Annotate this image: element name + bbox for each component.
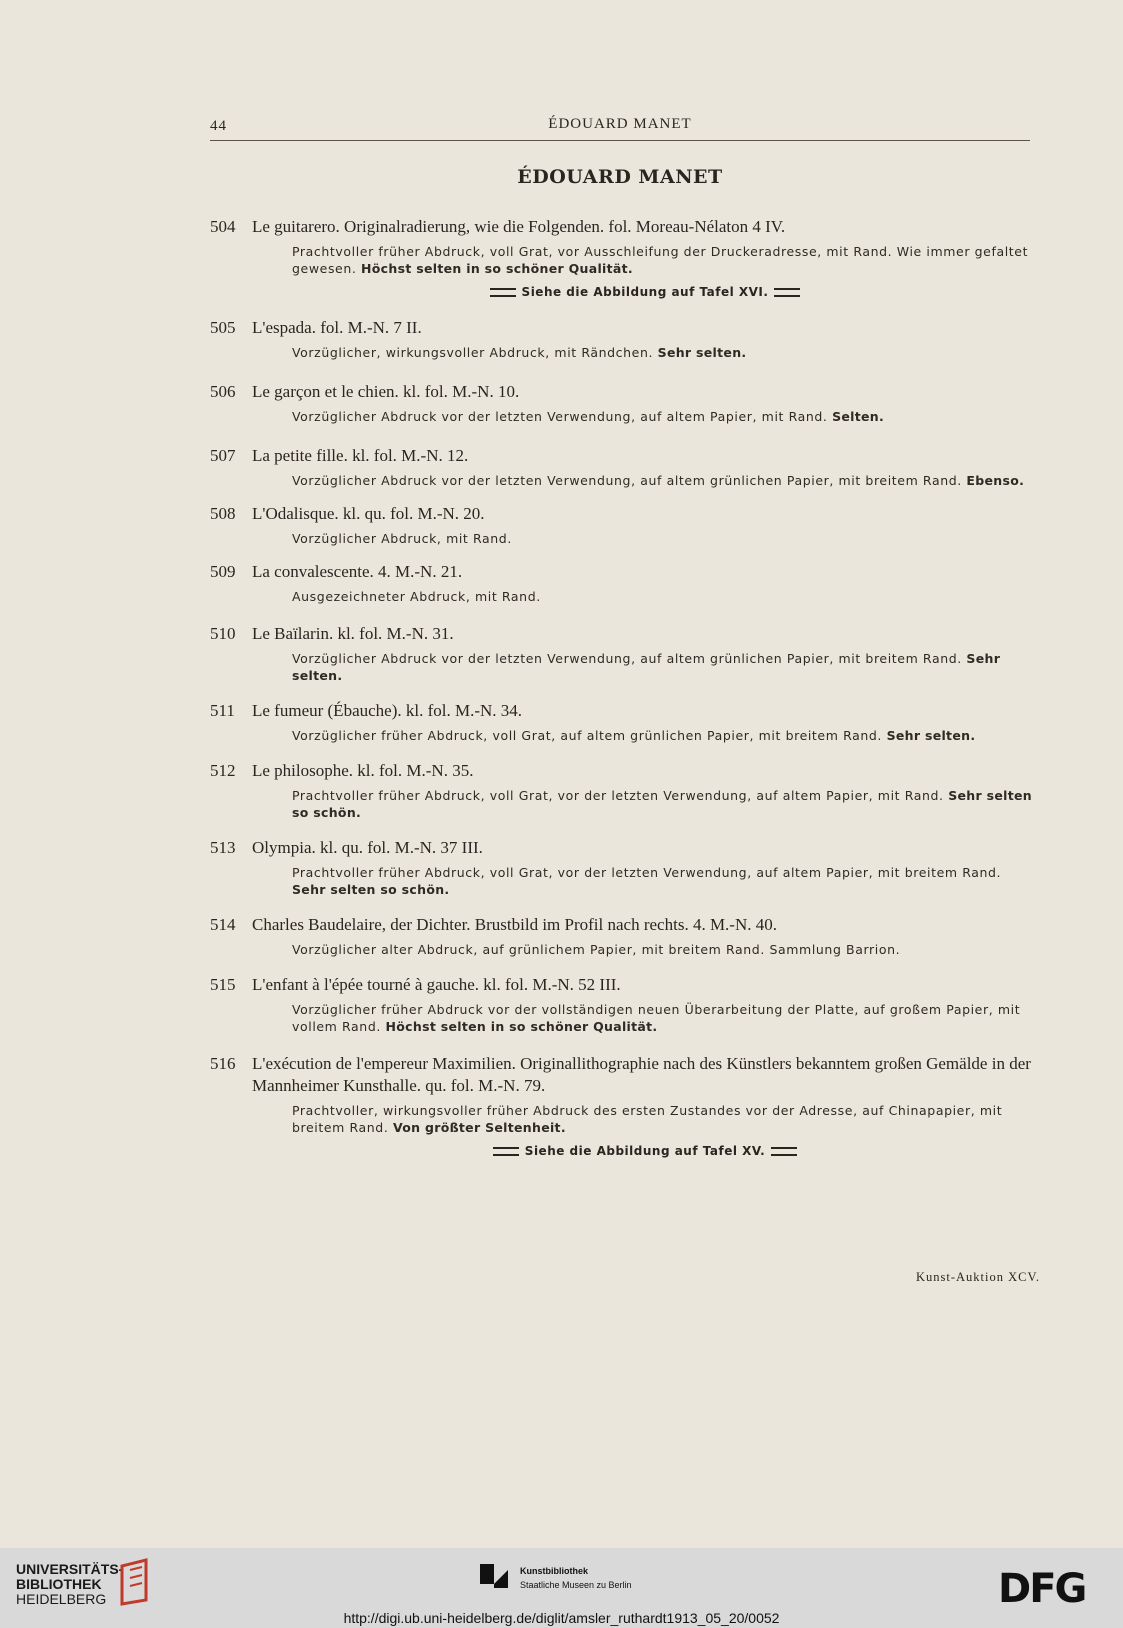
entry-heading [210,914,1040,936]
entry-description-text: Prachtvoller früher Abdruck, voll Grat, vor der letzten Verwendung, auf altem Papier, mit Rand. [292,788,944,803]
entry-title: L'enfant à l'épée tourné à gauche. kl. fol. M.-N. 52 III. [252,975,621,994]
entry-description [292,727,1037,744]
page-number: 44 [210,118,227,134]
entry-rarity-note: Sehr selten. [657,345,747,360]
entry-number: 516 [210,1054,236,1073]
permalink-url[interactable]: http://digi.ub.uni-heidelberg.de/diglit/amsler_ruthardt1913_05_20/0052 [343,1610,780,1626]
entry-description [292,941,1037,958]
entry-description-text: Vorzüglicher früher Abdruck vor der vollständigen neuen Überarbeitung der Platte, auf großem Papier, mit vollem Rand. [292,1002,1021,1034]
entry-description [292,472,1037,489]
entry-number: 505 [210,318,236,337]
entry-number: 509 [210,562,236,581]
ub-logo-line2: BIBLIOTHEK [16,1576,102,1592]
entry-heading [210,561,1040,583]
entry-description-text: Vorzüglicher, wirkungsvoller Abdruck, mit Rändchen. [292,345,654,360]
catalog-entry [210,914,1040,958]
kb-line1: Kunstbibliothek [520,1566,588,1576]
entry-description-text: Vorzüglicher Abdruck vor der letzten Verwendung, auf altem Papier, mit Rand. [292,409,828,424]
entry-description [292,408,1037,425]
entry-description [292,588,1037,605]
entry-number: 508 [210,504,236,523]
entry-heading [210,974,1040,996]
dfg-logo[interactable]: DFG [998,1566,1086,1612]
plate-reference-text: Siehe die Abbildung auf Tafel XVI. [521,285,769,299]
catalog-entry [210,561,1040,605]
entry-heading [210,216,1040,238]
ub-heidelberg-logo[interactable] [16,1562,123,1607]
entry-description [292,1001,1037,1035]
double-rule-icon [493,1147,519,1156]
entry-rarity-note: Von größter Seltenheit. [392,1120,566,1135]
entry-heading [210,503,1040,525]
entry-description [292,650,1037,684]
entry-description-text: Vorzüglicher früher Abdruck, voll Grat, auf altem grünlichen Papier, mit breitem Rand. [292,728,882,743]
kunstbibliothek-emblem-icon [478,1560,514,1592]
entry-number: 513 [210,838,236,857]
kunstbibliothek-logo[interactable] [478,1560,632,1597]
entry-title: Olympia. kl. qu. fol. M.-N. 37 III. [252,838,483,857]
catalog-entry [210,445,1040,489]
catalog-mark: Kunst-Auktion XCV. [915,1270,1040,1284]
entry-description-text: Prachtvoller früher Abdruck, voll Grat, vor Ausschleifung der Druckeradresse, mit Rand. Wie immer gefaltet gewesen. [292,244,1029,276]
entry-number: 504 [210,217,236,236]
entry-rarity-note: Sehr selten. [886,728,976,743]
entry-title: Le garçon et le chien. kl. fol. M.-N. 10. [252,382,520,401]
entry-number: 510 [210,624,236,643]
plate-reference-text: Siehe die Abbildung auf Tafel XV. [524,1144,766,1158]
section-title: ÉDOUARD MANET [517,166,723,188]
entry-number: 515 [210,975,236,994]
catalog-entry [210,216,1040,299]
catalog-entry [210,760,1040,821]
plate-reference [250,1144,1040,1158]
entry-description [292,344,1037,361]
double-rule-icon [774,288,800,297]
entry-number: 511 [210,701,235,720]
entries-list [210,200,1040,1158]
ub-logo-line1: UNIVERSITÄTS- [16,1561,124,1577]
entry-rarity-note: Sehr selten. [292,651,1001,683]
entry-number: 506 [210,382,236,401]
entry-number: 507 [210,446,236,465]
entry-title: Le guitarero. Originalradierung, wie die Folgenden. fol. Moreau-Nélaton 4 IV. [252,217,786,236]
kb-line2: Staatliche Museen zu Berlin [520,1580,632,1590]
entry-heading [210,623,1040,645]
catalog-entry [210,837,1040,898]
entry-rarity-note: Höchst selten in so schöner Qualität. [385,1019,658,1034]
entry-heading [210,1053,1040,1097]
entry-rarity-note: Selten. [832,409,885,424]
entry-title: L'Odalisque. kl. qu. fol. M.-N. 20. [252,504,485,523]
catalog-entry [210,623,1040,684]
entry-description-text: Prachtvoller, wirkungsvoller früher Abdruck des ersten Zustandes vor der Adresse, auf Chinapapier, mit breitem Rand. [292,1103,1003,1135]
ub-logo-line3: HEIDELBERG [16,1591,107,1607]
entry-title: Charles Baudelaire, der Dichter. Brustbild im Profil nach rechts. 4. M.-N. 40. [252,915,777,934]
entry-title: La petite fille. kl. fol. M.-N. 12. [252,446,469,465]
entry-description-text: Vorzüglicher alter Abdruck, auf grünlichem Papier, mit breitem Rand. Sammlung Barrion. [292,942,901,957]
catalog-entry [210,381,1040,425]
entry-title: L'espada. fol. M.-N. 7 II. [252,318,422,337]
entry-heading [210,760,1040,782]
catalog-entry [210,503,1040,547]
entry-title: Le philosophe. kl. fol. M.-N. 35. [252,761,474,780]
entry-heading [210,317,1040,339]
catalog-entry [210,317,1040,361]
ub-emblem-icon [116,1556,156,1606]
entry-heading [210,445,1040,467]
entry-title: L'exécution de l'empereur Maximilien. Originallithographie nach des Künstlers bekanntem großen Gemälde in der Mannheimer Kunsthalle. qu. fol. M.-N. 79. [252,1054,1031,1095]
entry-heading [210,837,1040,859]
entry-description-text: Vorzüglicher Abdruck, mit Rand. [292,531,512,546]
entry-description-text: Prachtvoller früher Abdruck, voll Grat, vor der letzten Verwendung, auf altem Papier, mit breitem Rand. [292,865,1002,880]
entry-rarity-note: Höchst selten in so schöner Qualität. [361,261,633,276]
entry-title: La convalescente. 4. M.-N. 21. [252,562,463,581]
double-rule-icon [771,1147,797,1156]
entry-description [292,864,1037,898]
entry-rarity-note: Sehr selten so schön. [292,882,450,897]
running-title: ÉDOUARD MANET [548,116,692,132]
running-head [210,116,1030,140]
entry-number: 514 [210,915,236,934]
entry-number: 512 [210,761,236,780]
entry-description [292,530,1037,547]
catalog-entry [210,700,1040,744]
entry-description-text: Vorzüglicher Abdruck vor der letzten Verwendung, auf altem grünlichen Papier, mit breitem Rand. [292,651,962,666]
header-rule [210,140,1030,141]
entry-heading [210,381,1040,403]
entry-description-text: Ausgezeichneter Abdruck, mit Rand. [292,589,541,604]
entry-heading [210,700,1040,722]
catalog-entry [210,1053,1040,1158]
entry-title: Le Baïlarin. kl. fol. M.-N. 31. [252,624,454,643]
catalog-entry [210,974,1040,1035]
entry-title: Le fumeur (Ébauche). kl. fol. M.-N. 34. [252,701,523,720]
entry-rarity-note: Sehr selten so schön. [292,788,1032,820]
double-rule-icon [490,288,516,297]
entry-description [292,1102,1037,1136]
plate-reference [250,285,1040,299]
entry-description [292,787,1037,821]
entry-description-text: Vorzüglicher Abdruck vor der letzten Verwendung, auf altem grünlichen Papier, mit breitem Rand. [292,473,962,488]
viewer-footer [0,1548,1123,1628]
entry-rarity-note: Ebenso. [966,473,1025,488]
entry-description [292,243,1037,277]
